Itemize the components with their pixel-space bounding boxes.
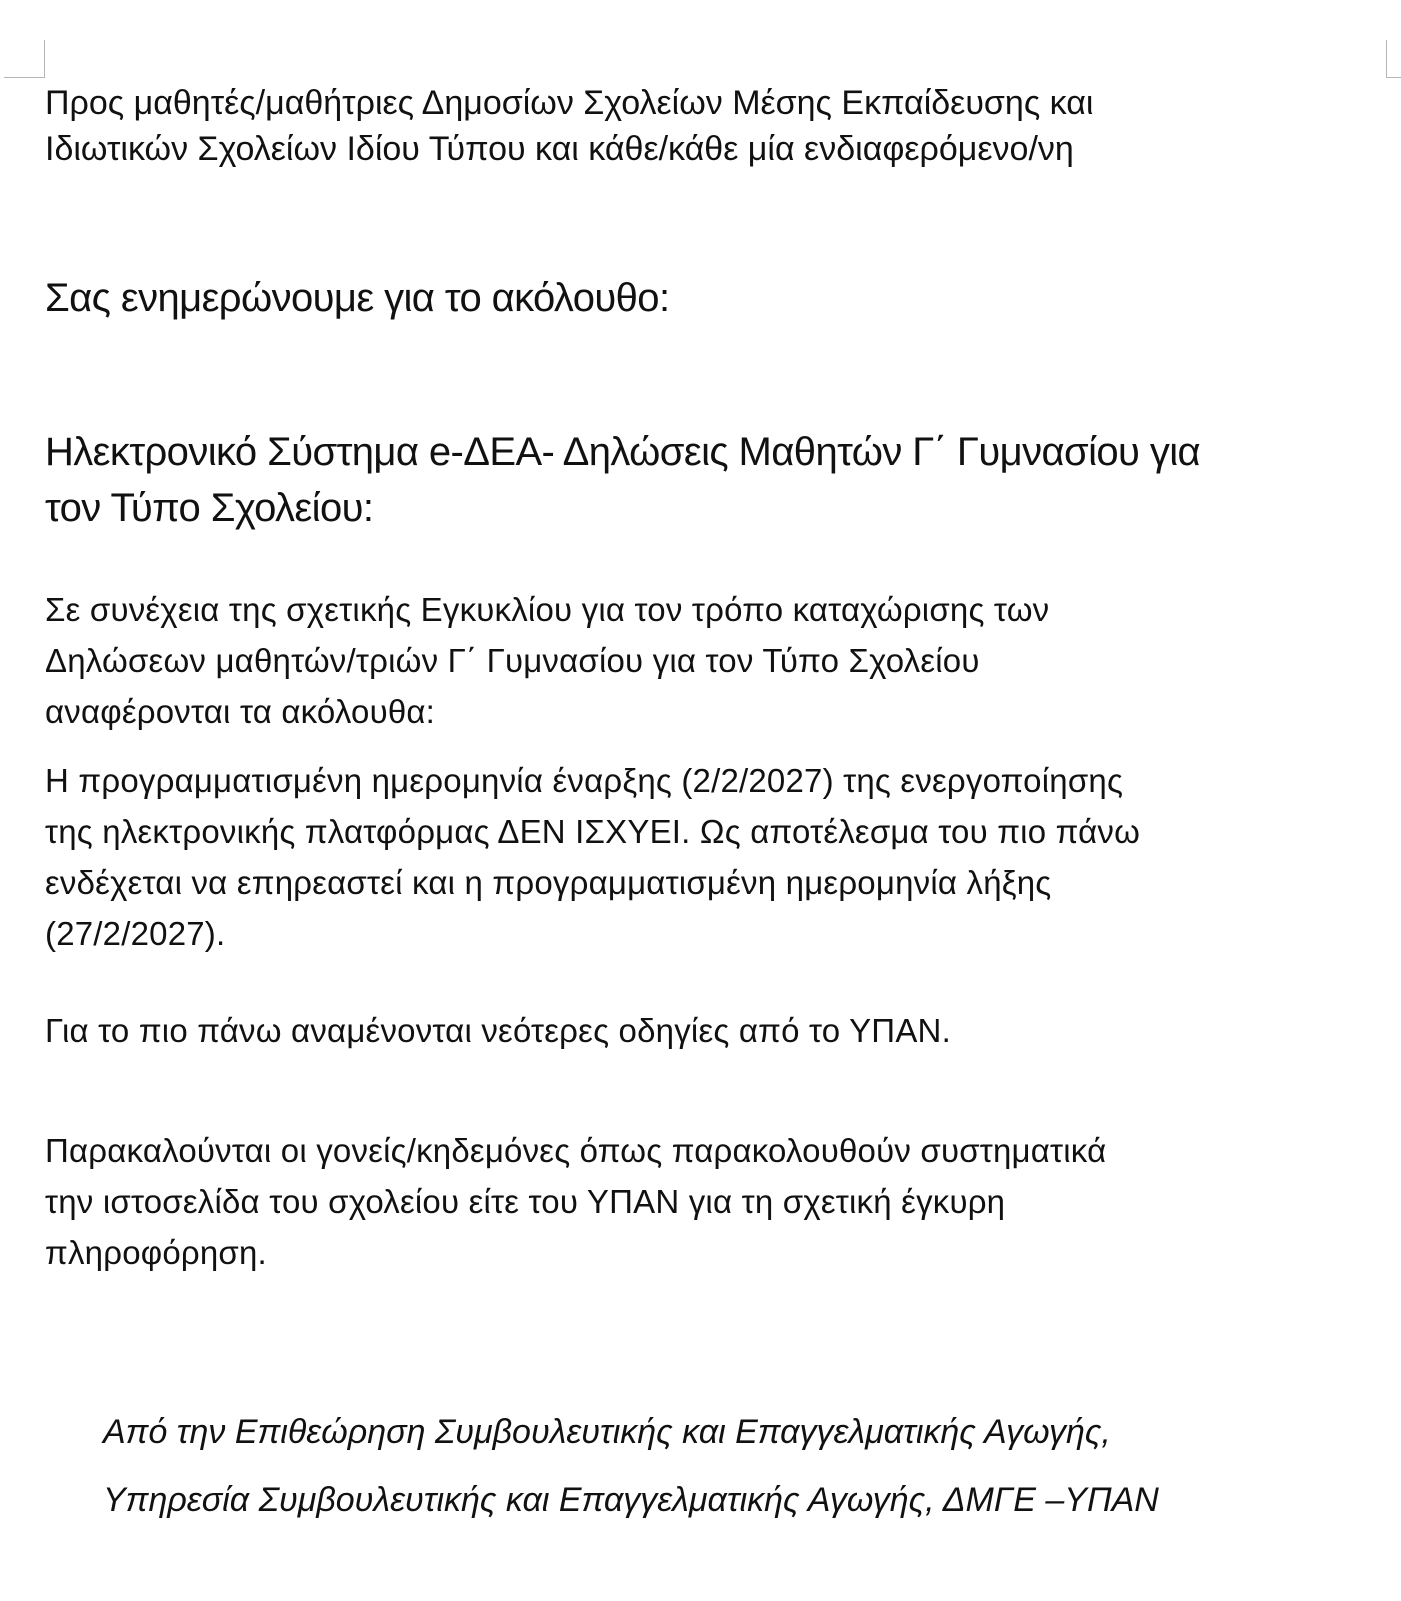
signature-line-2: Υπηρεσία Συμβουλευτικής και Επαγγελματικής Αγωγής, ΔΜΓΕ –ΥΠΑΝ <box>103 1481 1159 1519</box>
paragraph-dates-notice <box>45 755 1140 959</box>
paragraph-line: Δηλώσεων μαθητών/τριών Γ΄ Γυμνασίου για τον Τύπο Σχολείου <box>45 642 980 679</box>
paragraph-line: αναφέρονται τα ακόλουθα: <box>45 693 436 730</box>
paragraph-line: πληροφόρηση. <box>45 1234 267 1271</box>
paragraph-line: (27/2/2027). <box>45 915 226 952</box>
recipients-line-1: Προς μαθητές/μαθήτριες Δημοσίων Σχολείων Μέσης Εκπαίδευσης και <box>45 84 1094 122</box>
paragraph-line: Παρακαλούνται οι γονείς/κηδεμόνες όπως παρακολουθούν συστηματικά <box>45 1132 1107 1169</box>
paragraph-line: της ηλεκτρονικής πλατφόρμας ΔΕΝ ΙΣΧΥΕΙ. Ως αποτέλεσμα του πιο πάνω <box>45 813 1141 850</box>
paragraph-line: Η προγραμματισμένη ημερομηνία έναρξης (2/2/2027) της ενεργοποίησης <box>45 762 1124 799</box>
margin-corner-mark-top-right <box>1386 40 1401 78</box>
recipients-line <box>45 80 1365 172</box>
paragraph-line: Για το πιο πάνω αναμένονται νεότερες οδηγίες από το ΥΠΑΝ. <box>45 1012 951 1049</box>
recipients-line-2: Ιδιωτικών Σχολείων Ιδίου Τύπου και κάθε/κάθε μία ενδιαφερόμενο/νη <box>45 130 1074 168</box>
paragraph-further-instructions <box>45 1005 951 1056</box>
paragraph-line: ενδέχεται να επηρεαστεί και η προγραμματισμένη ημερομηνία λήξης <box>45 864 1052 901</box>
paragraph-line: Σε συνέχεια της σχετικής Εγκυκλίου για τον τρόπο καταχώρισης των <box>45 591 1050 628</box>
system-heading-line-1: Ηλεκτρονικό Σύστημα e-ΔΕΑ- Δηλώσεις Μαθητών Γ΄ Γυμνασίου για <box>45 430 1201 474</box>
margin-corner-mark-top-left <box>4 40 45 78</box>
intro-heading: Σας ενημερώνουμε για το ακόλουθο: <box>45 276 670 320</box>
paragraph-circular-reference <box>45 584 1049 737</box>
paragraph-parents-request <box>45 1125 1106 1278</box>
signature-line-1: Από την Επιθεώρηση Συμβουλευτικής και Επαγγελματικής Αγωγής, <box>103 1413 1111 1451</box>
system-heading <box>45 424 1200 536</box>
system-heading-line-2: τον Τύπο Σχολείου: <box>45 486 374 530</box>
paragraph-line: την ιστοσελίδα του σχολείου είτε του ΥΠΑΝ για τη σχετική έγκυρη <box>45 1183 1006 1220</box>
